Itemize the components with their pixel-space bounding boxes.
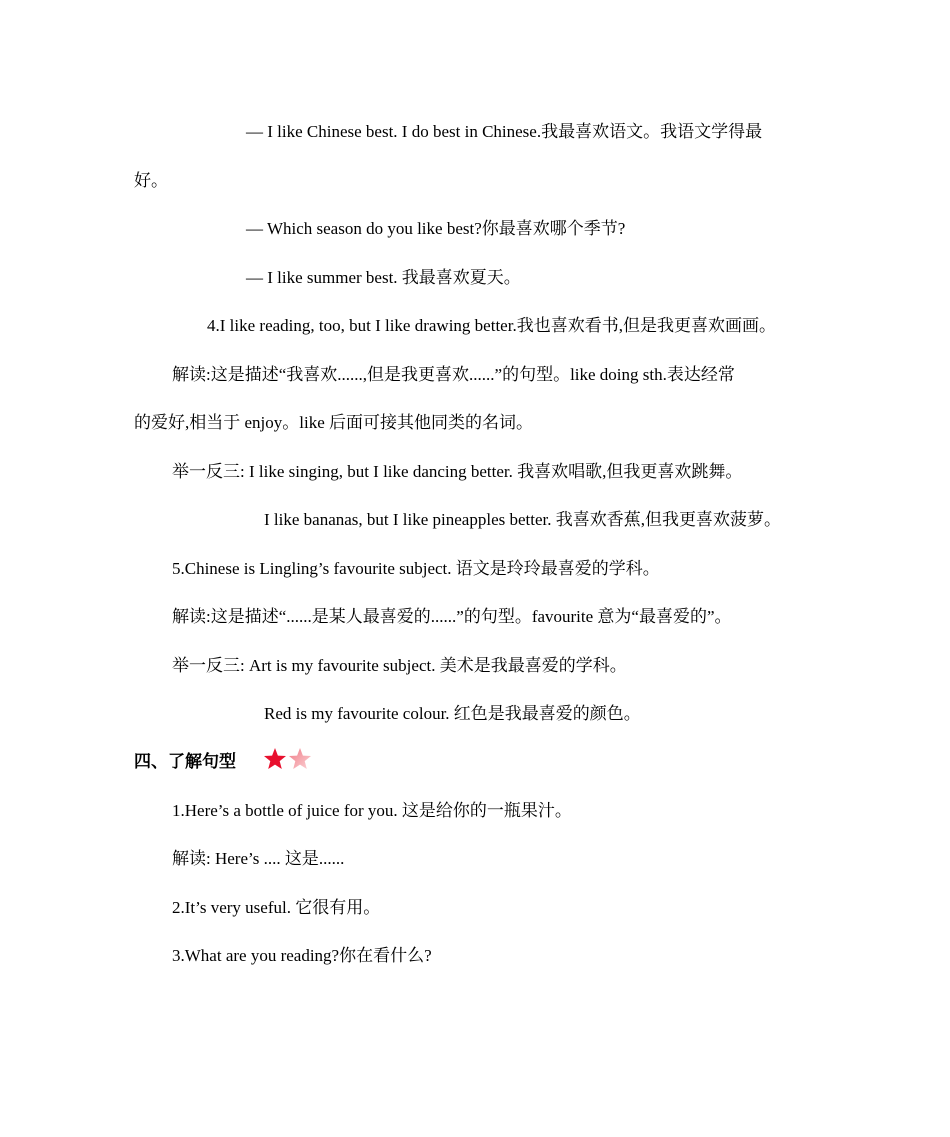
dialogue-answer-continuation: 好。 [134,171,168,190]
sentence-3: 3.What are you reading?你在看什么? [172,946,432,965]
sentence-4: 4.I like reading, too, but I like drawing better.我也喜欢看书,但是我更喜欢画画。 [207,316,776,335]
sentence-5: 5.Chinese is Lingling’s favourite subject. 语文是玲玲最喜爱的学科。 [172,559,660,578]
dialogue-answer-chinese-line: — I like Chinese best. I do best in Chinese.我最喜欢语文。我语文学得最 [246,122,763,141]
example-5-second: Red is my favourite colour. 红色是我最喜爱的颜色。 [264,704,641,723]
explanation-4: 解读:这是描述“我喜欢......,但是我更喜欢......”的句型。like doing sth.表达经常 [172,365,735,384]
sentence-1: 1.Here’s a bottle of juice for you. 这是给你的一瓶果汁。 [172,801,572,820]
explanation-5: 解读:这是描述“......是某人最喜爱的......”的句型。favourite 意为“最喜爱的”。 [172,607,732,626]
example-4-second: I like bananas, but I like pineapples better. 我喜欢香蕉,但我更喜欢菠萝。 [264,510,781,529]
example-4-first: 举一反三: I like singing, but I like dancing better. 我喜欢唱歌,但我更喜欢跳舞。 [172,462,743,481]
sentence-2: 2.It’s very useful. 它很有用。 [172,898,381,917]
difficulty-stars [263,747,315,771]
explanation-1: 解读: Here’s .... 这是...... [172,849,345,868]
star-icon [289,748,311,769]
dialogue-question-season: — Which season do you like best?你最喜欢哪个季节? [246,219,626,238]
dialogue-answer-summer: — I like summer best. 我最喜欢夏天。 [246,268,521,287]
explanation-4-continuation: 的爱好,相当于 enjoy。like 后面可接其他同类的名词。 [134,413,534,432]
section-4-heading: 四、了解句型 [134,752,236,772]
example-5-first: 举一反三: Art is my favourite subject. 美术是我最喜爱的学科。 [172,656,627,675]
star-icon [264,748,286,769]
